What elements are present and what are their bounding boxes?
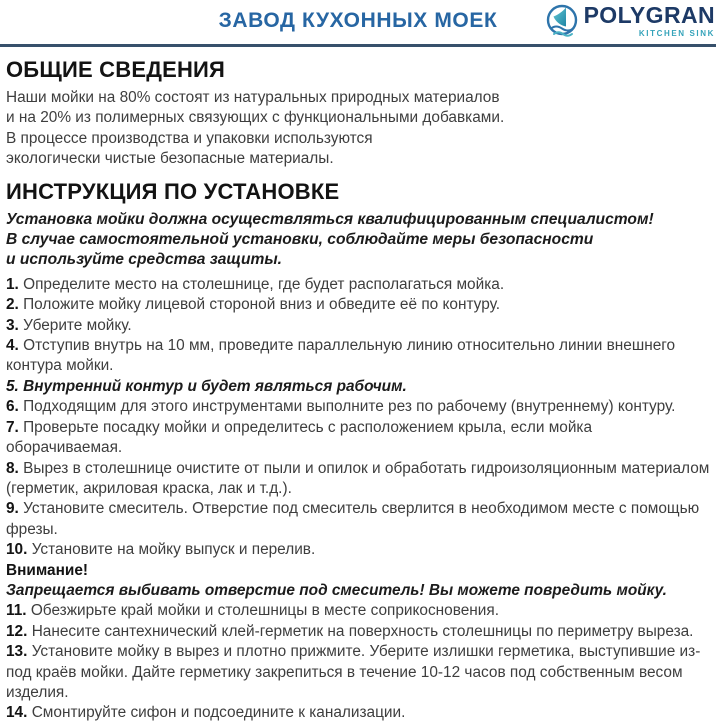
intro-warning-line: Установка мойки должна осуществляться квалифицированным специалистом! <box>6 210 654 228</box>
instruction-step <box>6 295 710 315</box>
step-number: 9. <box>6 500 19 518</box>
step-text: Установите мойку в вырез и плотно прижмите. Уберите излишки герметика, выступившие из-под краёв мойки. Дайте герметику закрепиться в течение 10-12 часов под собственным весом изделия. <box>6 643 701 701</box>
general-info-heading: ОБЩИЕ СВЕДЕНИЯ <box>6 57 226 82</box>
instruction-step <box>6 316 710 336</box>
general-text-line: экологически чистые безопасные материалы. <box>6 150 334 168</box>
instruction-step-emphasized <box>6 377 710 397</box>
polygran-logo <box>545 2 715 43</box>
instruction-step <box>6 499 710 540</box>
instruction-step <box>6 397 710 417</box>
step-text: Уберите мойку. <box>23 316 132 334</box>
document-body <box>0 57 716 724</box>
general-text-line: В процессе производства и упаковки используются <box>6 129 373 147</box>
intro-warning-line: и используйте средства защиты. <box>6 251 282 269</box>
instruction-step <box>6 275 710 295</box>
instruction-step <box>6 642 710 703</box>
step-number: 11. <box>6 602 27 620</box>
attention-label: Внимание! <box>6 561 89 579</box>
installation-heading: ИНСТРУКЦИЯ ПО УСТАНОВКЕ <box>6 178 340 204</box>
step-number: 2. <box>6 296 19 314</box>
instruction-steps-list <box>6 275 710 724</box>
step-text: Обезжирьте край мойки и столешницы в месте соприкосновения. <box>30 602 499 620</box>
step-number: 7. <box>6 418 19 436</box>
step-number: 1. <box>6 275 19 293</box>
step-text: Внутренний контур и будет являться рабочим. <box>23 377 407 395</box>
polygran-logo-text <box>584 2 715 39</box>
step-text: Проверьте посадку мойки и определитесь с расположением крыла, если мойка оборачиваемая. <box>6 418 593 457</box>
attention-text: Запрещается выбивать отверстие под смеситель! Вы можете повредить мойку. <box>6 581 667 599</box>
step-text: Вырез в столешнице очистите от пыли и опилок и обработать гидроизоляционным материалом (герметик, акриловая краска, лак и т.д.). <box>6 459 710 497</box>
instruction-step <box>6 336 710 377</box>
step-text: Нанесите сантехнический клей-герметик на поверхность столешницы по периметру выреза. <box>31 622 694 640</box>
step-number: 5. <box>6 377 19 395</box>
step-number: 4. <box>6 337 19 355</box>
step-number: 3. <box>6 316 19 334</box>
step-text: Отступив внутрь на 10 мм, проведите параллельную линию относительно линии внешнего контура мойки. <box>6 337 676 375</box>
step-number: 6. <box>6 398 19 416</box>
step-text: Смонтируйте сифон и подсоедините к канализации. <box>31 704 406 722</box>
intro-warning-line: В случае самостоятельной установки, соблюдайте меры безопасности <box>6 231 594 249</box>
header-divider <box>0 44 716 47</box>
page-header <box>0 0 716 44</box>
step-number: 13. <box>6 643 28 661</box>
step-text: Определите место на столешнице, где будет располагаться мойка. <box>23 275 505 293</box>
brand-name: POLYGRAN <box>583 2 715 28</box>
general-text-line: Наши мойки на 80% состоят из натуральных природных материалов <box>6 89 500 106</box>
step-text: Положите мойку лицевой стороной вниз и обведите её по контуру. <box>23 296 501 314</box>
instruction-step <box>6 601 710 621</box>
step-number: 10. <box>6 541 28 559</box>
step-text: Установите на мойку выпуск и перелив. <box>31 541 316 559</box>
step-number: 12. <box>6 622 28 640</box>
step-text: Подходящим для этого инструментами выполните рез по рабочему (внутреннему) контуру. <box>23 398 676 416</box>
instruction-step <box>6 418 710 459</box>
sail-and-waves-icon <box>545 3 579 43</box>
step-number: 8. <box>6 459 19 477</box>
step-number: 14. <box>6 704 28 722</box>
general-text-line: и на 20% из полимерных связующих с функциональными добавками. <box>6 109 505 127</box>
step-text: Установите смеситель. Отверстие под смеситель сверлится в необходимом месте с помощью фрезы. <box>6 500 700 538</box>
instruction-step <box>6 622 710 642</box>
instruction-step <box>6 540 710 560</box>
page-header-title: ЗАВОД КУХОННЫХ МОЕК <box>218 9 498 32</box>
instruction-step <box>6 703 710 723</box>
instruction-step <box>6 459 710 500</box>
brand-tagline: KITCHEN SINK <box>638 29 715 38</box>
